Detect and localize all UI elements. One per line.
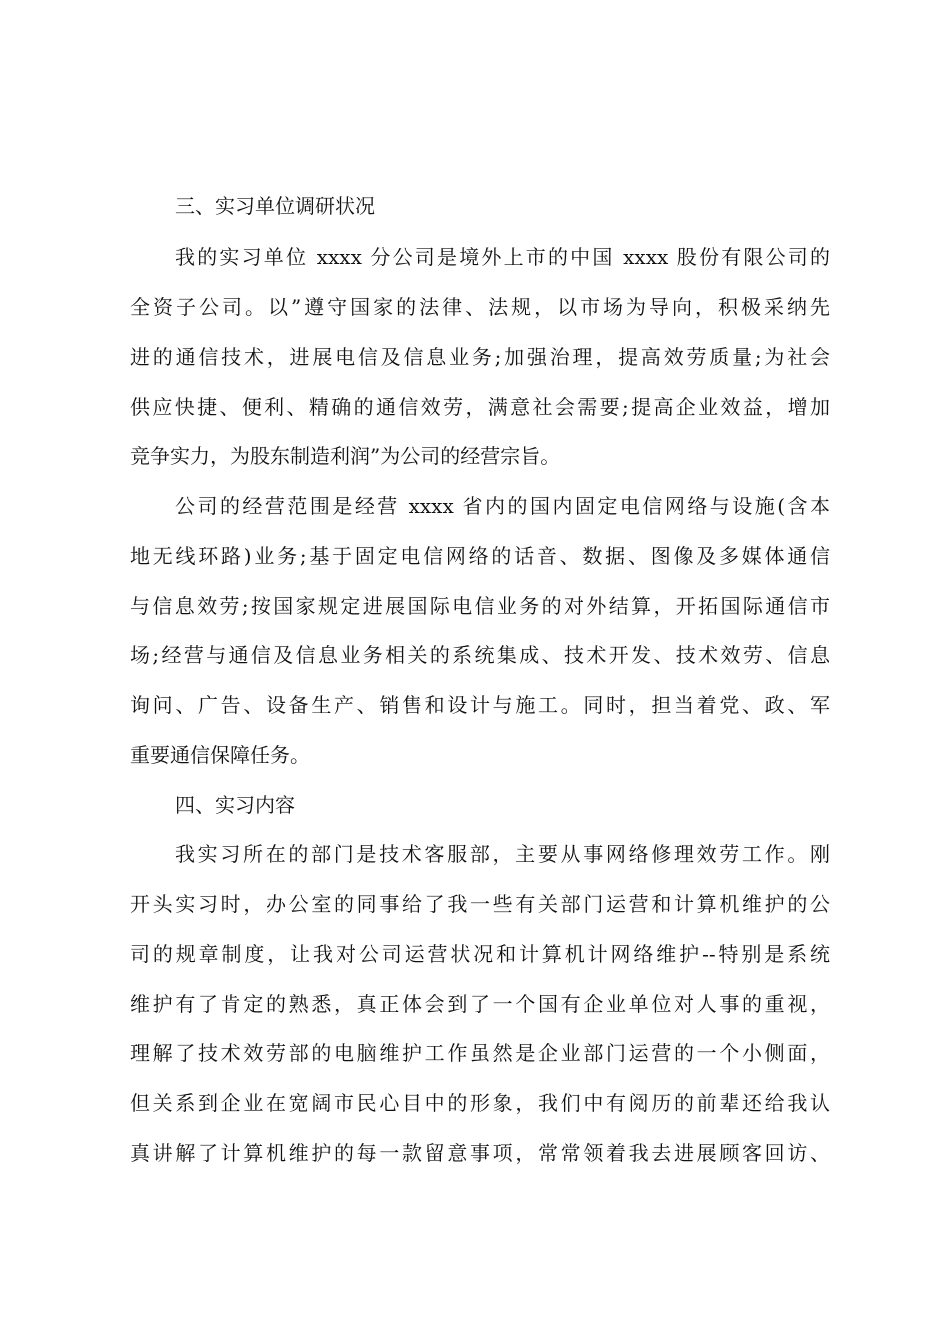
paragraph-text: 但关系到企业在宽阔市民心目中的形象，我们中有阅历的前辈还给我认 <box>130 1091 830 1115</box>
paragraph-line <box>0 738 950 772</box>
paragraph-line <box>0 240 950 274</box>
paragraph-text: 进的通信技术，进展电信及信息业务;加强治理，提高效劳质量;为社会 <box>130 345 830 369</box>
paragraph-text: 全资子公司。以”遵守国家的法律、法规，以市场为导向，积极采纳先 <box>130 295 830 319</box>
paragraph-line <box>0 688 950 722</box>
paragraph-line <box>0 439 950 473</box>
paragraph-line <box>0 987 950 1021</box>
paragraph-text: 司的规章制度，让我对公司运营状况和计算机计网络维护--特别是系统 <box>130 942 830 966</box>
paragraph-text: 开头实习时，办公室的同事给了我一些有关部门运营和计算机维护的公 <box>130 892 830 916</box>
paragraph-text: 竞争实力，为股东制造利润”为公司的经营宗旨。 <box>130 444 561 468</box>
paragraph-line <box>0 539 950 573</box>
paragraph-text: 我的实习单位 xxxx 分公司是境外上市的中国 xxxx 股份有限公司的 <box>175 245 830 269</box>
paragraph-text: 理解了技术效劳部的电脑维护工作虽然是企业部门运营的一个小侧面， <box>130 1041 830 1065</box>
paragraph-text: 公司的经营范围是经营 xxxx 省内的国内固定电信网络与设施(含本 <box>175 494 830 518</box>
paragraph-line <box>0 390 950 424</box>
paragraph-text: 询问、广告、设备生产、销售和设计与施工。同时，担当着党、政、军 <box>130 693 830 717</box>
paragraph-text: 供应快捷、便利、精确的通信效劳，满意社会需要;提高企业效益，增加 <box>130 395 830 419</box>
paragraph-text: 维护有了肯定的熟悉，真正体会到了一个国有企业单位对人事的重视， <box>130 992 830 1016</box>
paragraph-text: 真讲解了计算机维护的每一款留意事项，常常领着我去进展顾客回访、 <box>130 1141 830 1165</box>
paragraph-text: 重要通信保障任务。 <box>130 743 310 767</box>
paragraph-text: 与信息效劳;按国家规定进展国际电信业务的对外结算，开拓国际通信市 <box>130 594 830 618</box>
paragraph-text: 场;经营与通信及信息业务相关的系统集成、技术开发、技术效劳、信息 <box>130 643 830 667</box>
paragraph-line <box>0 340 950 374</box>
paragraph-line <box>0 937 950 971</box>
paragraph-line <box>0 1136 950 1170</box>
paragraph-text: 我实习所在的部门是技术客服部，主要从事网络修理效劳工作。刚 <box>175 842 830 866</box>
paragraph-line <box>0 489 950 523</box>
paragraph-line <box>0 290 950 324</box>
section-4-heading <box>0 788 950 822</box>
heading-text: 三、实习单位调研状况 <box>175 194 375 218</box>
paragraph-line <box>0 1036 950 1070</box>
paragraph-line <box>0 837 950 871</box>
paragraph-line <box>0 887 950 921</box>
paragraph-text: 地无线环路)业务;基于固定电信网络的话音、数据、图像及多媒体通信 <box>130 544 830 568</box>
section-3-heading <box>0 189 950 223</box>
paragraph-line <box>0 638 950 672</box>
paragraph-line <box>0 1086 950 1120</box>
paragraph-line <box>0 589 950 623</box>
heading-text: 四、实习内容 <box>175 793 295 817</box>
